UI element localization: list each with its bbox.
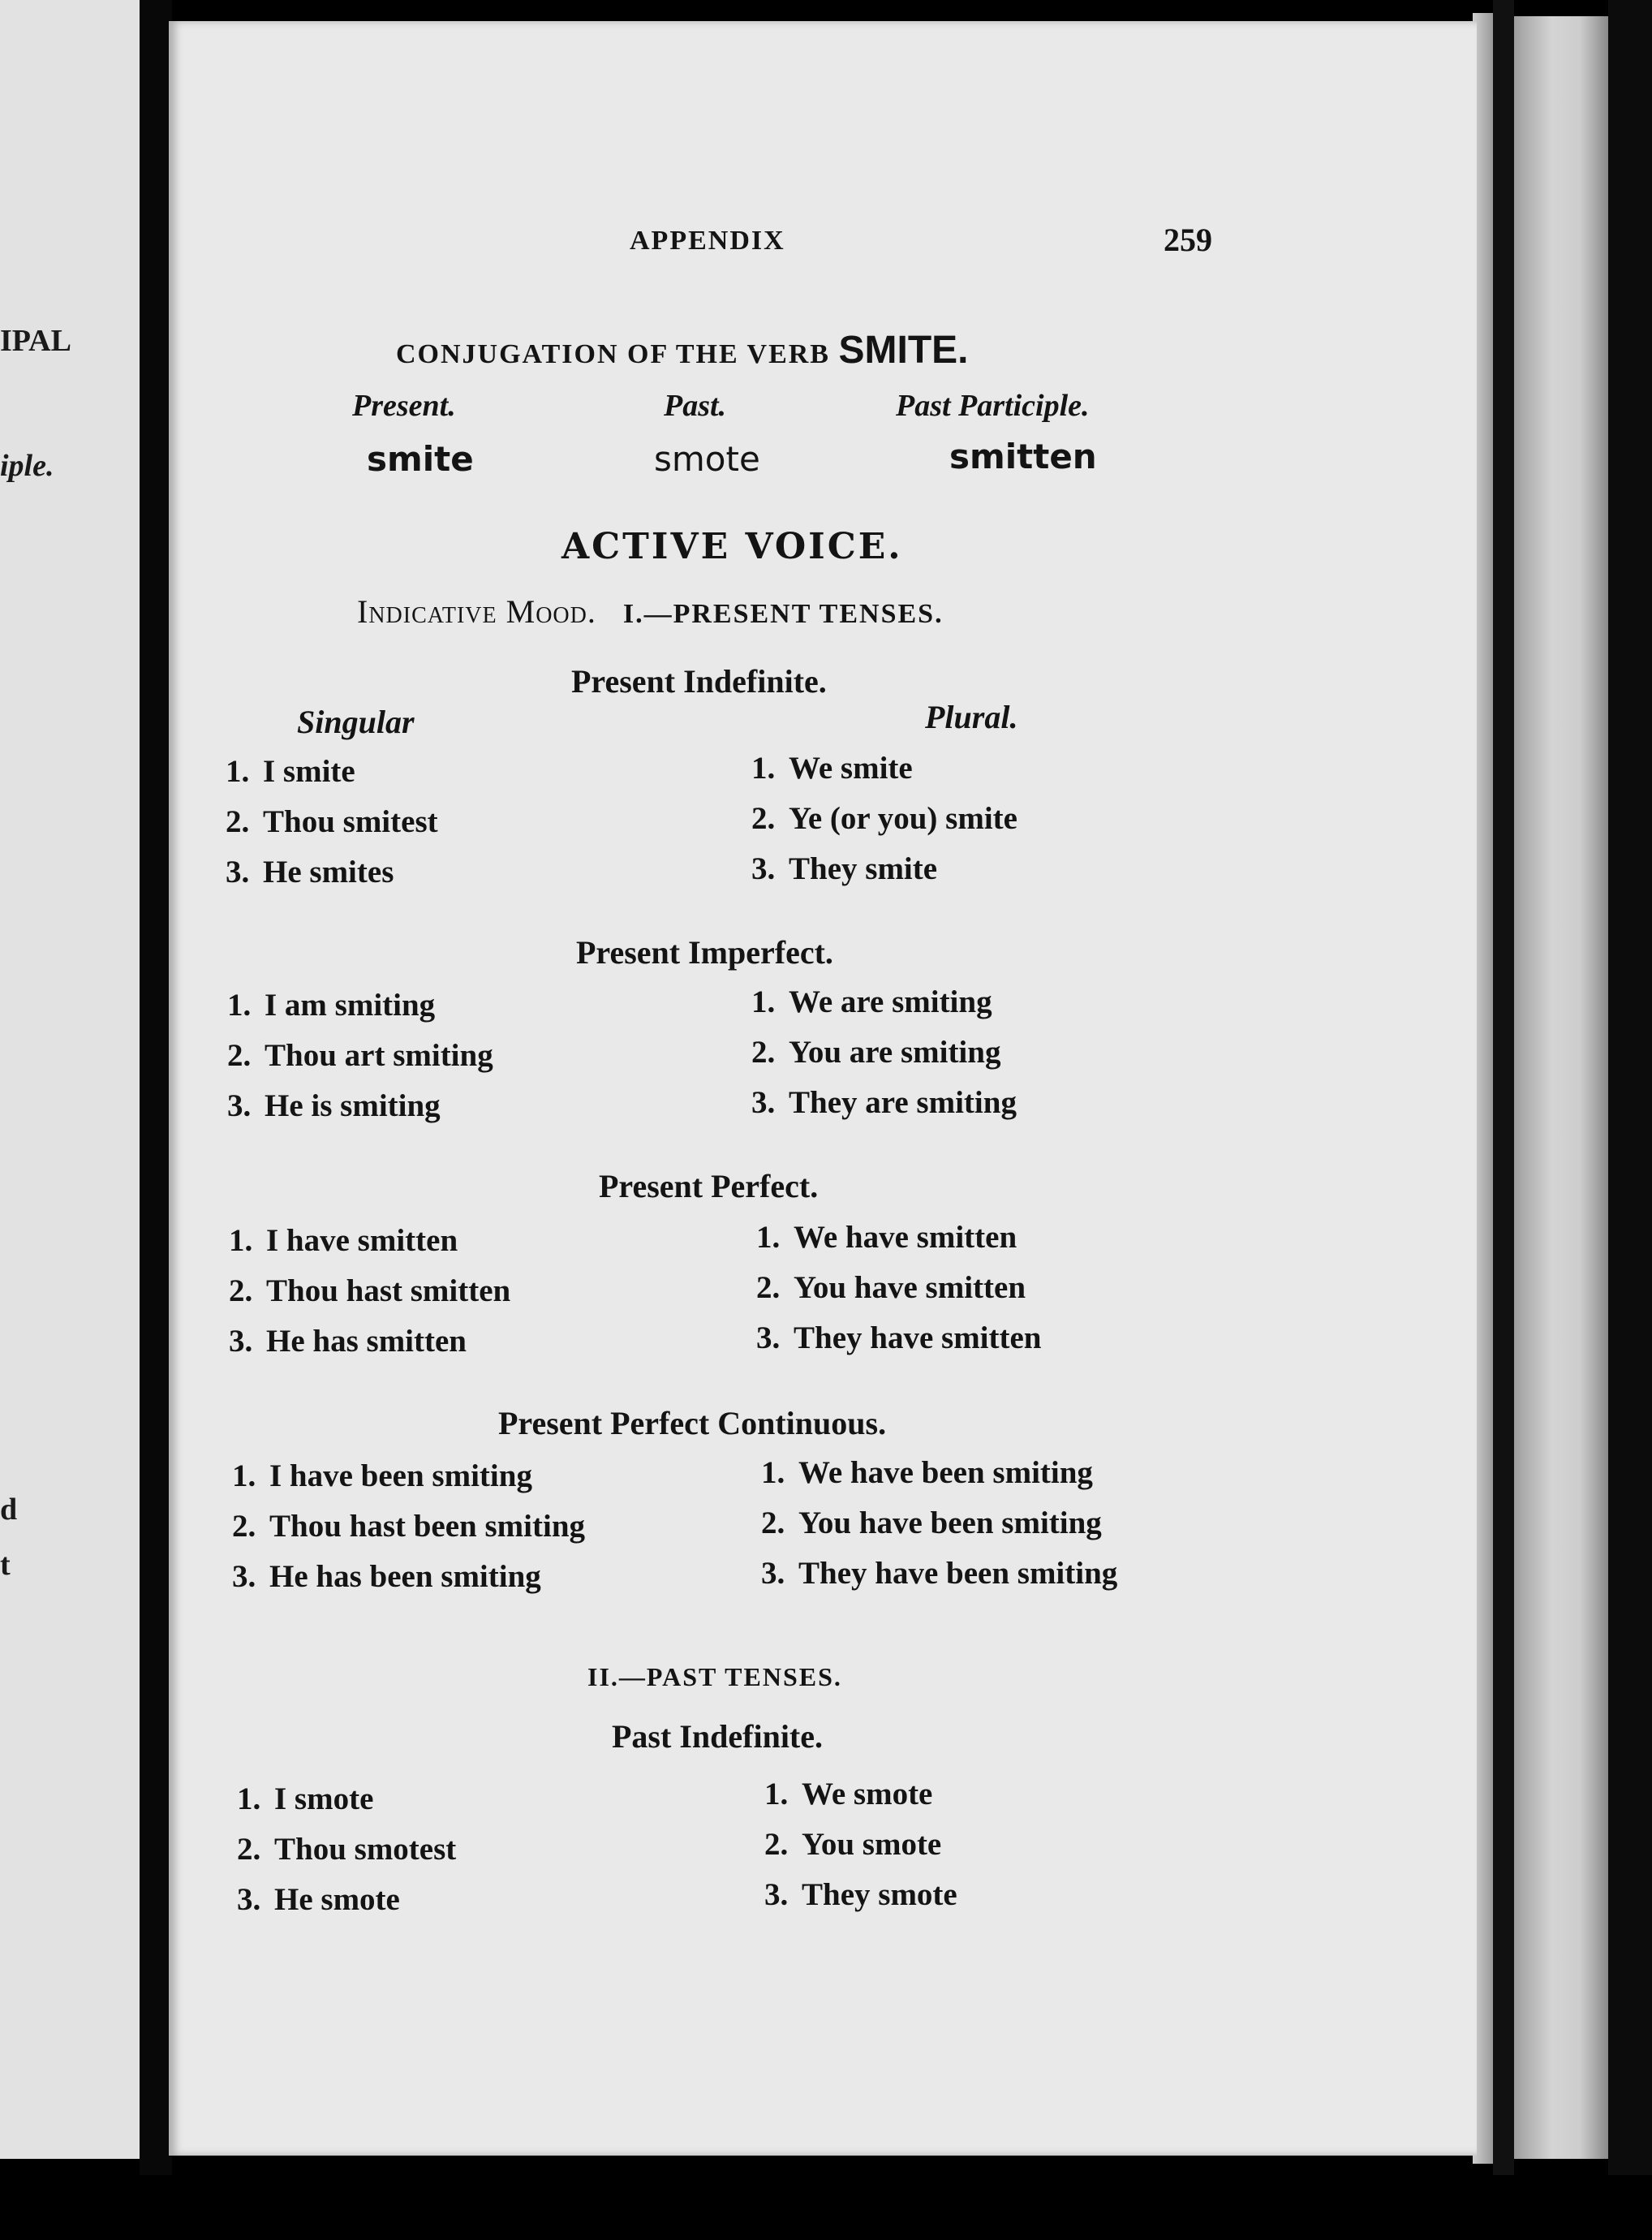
singular-form: 1. I smite: [226, 754, 355, 789]
tense-title: Past Indefinite.: [612, 1718, 823, 1755]
singular-form: 2. Thou hast smitten: [229, 1273, 511, 1308]
singular-form: 2. Thou hast been smiting: [232, 1509, 586, 1544]
page-edge-shadow: [1493, 0, 1514, 2175]
left-page-text: t: [0, 1548, 11, 1582]
section-heading: I.—PRESENT TENSES.: [622, 599, 944, 629]
singular-form: 1. I have smitten: [229, 1223, 458, 1258]
page-title: [396, 328, 969, 373]
principal-part-value: smite: [367, 439, 474, 479]
plural-form: 3. They smite: [751, 851, 938, 886]
left-page-text: d: [0, 1493, 18, 1527]
plural-form: 3. They smote: [764, 1877, 957, 1912]
principal-part-heading: Past.: [664, 389, 727, 423]
column-heading-plural: Plural.: [925, 699, 1018, 735]
principal-part-heading: Present.: [352, 389, 456, 423]
plural-form: 1. We smote: [764, 1777, 933, 1811]
singular-form: 1. I have been smiting: [232, 1458, 532, 1493]
singular-form: 1. I am smiting: [227, 988, 436, 1023]
mood-name: Indicative Mood.: [357, 593, 596, 630]
book-gutter: [140, 0, 172, 2175]
singular-form: 3. He has been smiting: [232, 1559, 541, 1594]
singular-form: 3. He is smiting: [227, 1088, 441, 1123]
next-page-edge: [1514, 16, 1608, 2159]
section-heading: II.—PAST TENSES.: [587, 1662, 842, 1691]
plural-form: 2. You are smiting: [751, 1035, 1001, 1070]
tense-title: Present Perfect.: [599, 1168, 819, 1204]
principal-part-heading: Past Participle.: [896, 389, 1090, 423]
plural-form: 2. You have smitten: [756, 1270, 1026, 1305]
plural-form: 3. They have been smiting: [761, 1556, 1118, 1591]
plural-form: 3. They have smitten: [756, 1320, 1042, 1355]
scan-border: [1608, 0, 1652, 2175]
title-prefix: CONJUGATION OF THE VERB: [396, 339, 830, 369]
principal-part-value: smitten: [949, 437, 1097, 476]
voice-heading: ACTIVE VOICE.: [561, 526, 903, 567]
tense-title: Present Indefinite.: [571, 663, 827, 700]
plural-form: 1. We are smiting: [751, 984, 992, 1019]
principal-part-value: smote: [654, 439, 760, 479]
title-verb: SMITE.: [838, 329, 969, 372]
left-page-text: iple.: [0, 449, 54, 483]
tense-title: Present Imperfect.: [576, 934, 833, 971]
singular-form: 1. I smote: [237, 1781, 374, 1816]
singular-form: 2. Thou art smiting: [227, 1038, 493, 1073]
mood-heading: [357, 592, 944, 631]
singular-form: 3. He has smitten: [229, 1324, 467, 1359]
left-page-fragment: [0, 0, 140, 2159]
book-page: [169, 21, 1477, 2156]
plural-form: 1. We smite: [751, 751, 913, 786]
singular-form: 3. He smote: [237, 1882, 400, 1917]
tense-title: Present Perfect Continuous.: [498, 1405, 887, 1441]
left-page-text: IPAL: [0, 324, 71, 358]
column-heading-singular: Singular: [297, 704, 415, 740]
plural-form: 1. We have been smiting: [761, 1455, 1093, 1490]
plural-form: 2. Ye (or you) smite: [751, 801, 1017, 836]
running-head: APPENDIX: [630, 226, 785, 256]
scan-border-bottom: [0, 2175, 1652, 2240]
singular-form: 2. Thou smitest: [226, 804, 438, 839]
singular-form: 2. Thou smotest: [237, 1832, 457, 1867]
plural-form: 3. They are smiting: [751, 1085, 1017, 1120]
plural-form: 2. You have been smiting: [761, 1506, 1102, 1540]
plural-form: 2. You smote: [764, 1827, 942, 1862]
singular-form: 3. He smites: [226, 855, 394, 890]
page-number: 259: [1164, 222, 1212, 258]
plural-form: 1. We have smitten: [756, 1220, 1017, 1255]
